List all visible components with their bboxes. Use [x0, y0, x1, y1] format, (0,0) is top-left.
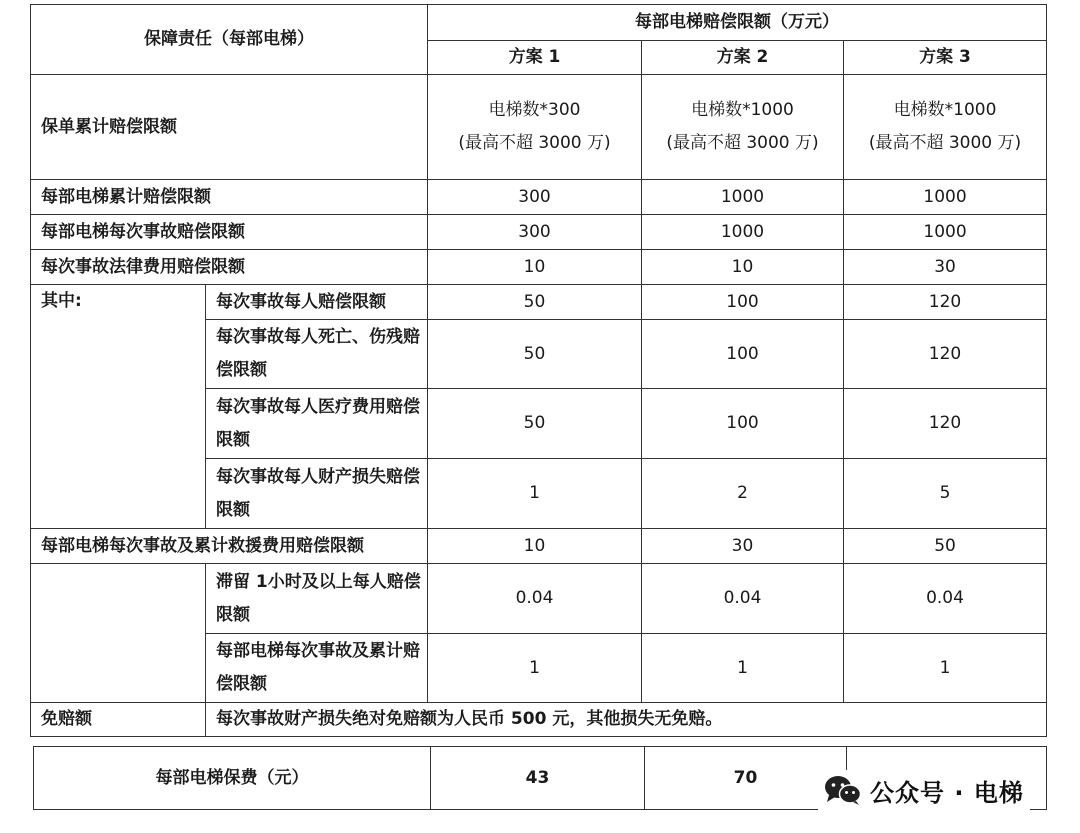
row-label-rescue: 每部电梯每次事故及累计救援费用赔偿限额: [31, 529, 428, 564]
premium-plan-2: 70: [645, 747, 847, 810]
table-cell: 2: [642, 459, 844, 529]
table-cell: 0.04: [642, 564, 844, 634]
table-cell: 1000: [844, 180, 1047, 215]
table-cell: 120: [844, 389, 1047, 459]
table-cell: 1000: [642, 215, 844, 250]
table-cell: 0.04: [428, 564, 642, 634]
table-cell: 1: [642, 634, 844, 703]
table-cell: 100: [642, 285, 844, 320]
table-cell: 10: [428, 529, 642, 564]
table-cell: 10: [642, 250, 844, 285]
row-label-per-accident: 每部电梯每次事故赔偿限额: [31, 215, 428, 250]
cell-policy-total-3: 电梯数*1000 (最高不超 3000 万): [844, 75, 1047, 180]
sub-label: 每部电梯每次事故及累计赔偿限额: [206, 634, 428, 703]
table-cell: 1000: [642, 180, 844, 215]
watermark: [818, 770, 1030, 810]
sub-label: 每次事故每人赔偿限额: [206, 285, 428, 320]
table-cell: 30: [844, 250, 1047, 285]
table-cell: 50: [844, 529, 1047, 564]
header-coverage: 保障责任（每部电梯）: [31, 5, 428, 75]
header-plan-2: 方案 2: [642, 41, 844, 75]
coverage-table: [30, 4, 1047, 737]
header-plan-1: 方案 1: [428, 41, 642, 75]
sub-label: 滞留 1小时及以上每人赔偿限额: [206, 564, 428, 634]
table-cell: 50: [428, 285, 642, 320]
table-cell: 1: [428, 634, 642, 703]
table-cell: 300: [428, 180, 642, 215]
watermark-text: 公众号 · 电梯: [870, 778, 1024, 807]
row-label-legal-fee: 每次事故法律费用赔偿限额: [31, 250, 428, 285]
header-plan-3: 方案 3: [844, 41, 1047, 75]
premium-plan-1: 43: [431, 747, 645, 810]
table-cell: 50: [428, 320, 642, 389]
table-cell: 120: [844, 320, 1047, 389]
sub-label: 每次事故每人死亡、伤残赔偿限额: [206, 320, 428, 389]
cell-policy-total-1: 电梯数*300 (最高不超 3000 万): [428, 75, 642, 180]
table-cell: 100: [642, 389, 844, 459]
wechat-icon: [824, 774, 862, 806]
table-cell: 1000: [844, 215, 1047, 250]
deductible-text: 每次事故财产损失绝对免赔额为人民币 500 元，其他损失无免赔。: [206, 703, 1047, 737]
table-cell: 1: [844, 634, 1047, 703]
table-cell: 10: [428, 250, 642, 285]
table-cell: 50: [428, 389, 642, 459]
row-label-of-which: 其中:: [31, 285, 206, 529]
table-cell: 30: [642, 529, 844, 564]
empty-cell: [31, 564, 206, 703]
header-limit-group: 每部电梯赔偿限额（万元）: [428, 5, 1047, 41]
sub-label: 每次事故每人医疗费用赔偿限额: [206, 389, 428, 459]
row-label-per-elevator-total: 每部电梯累计赔偿限额: [31, 180, 428, 215]
table-cell: 120: [844, 285, 1047, 320]
row-label-policy-total: 保单累计赔偿限额: [31, 75, 428, 180]
table-cell: 0.04: [844, 564, 1047, 634]
table-cell: 5: [844, 459, 1047, 529]
sub-label: 每次事故每人财产损失赔偿限额: [206, 459, 428, 529]
table-cell: 100: [642, 320, 844, 389]
premium-label: 每部电梯保费（元）: [34, 747, 431, 810]
row-label-deductible: 免赔额: [31, 703, 206, 737]
cell-policy-total-2: 电梯数*1000 (最高不超 3000 万): [642, 75, 844, 180]
table-cell: 1: [428, 459, 642, 529]
table-cell: 300: [428, 215, 642, 250]
